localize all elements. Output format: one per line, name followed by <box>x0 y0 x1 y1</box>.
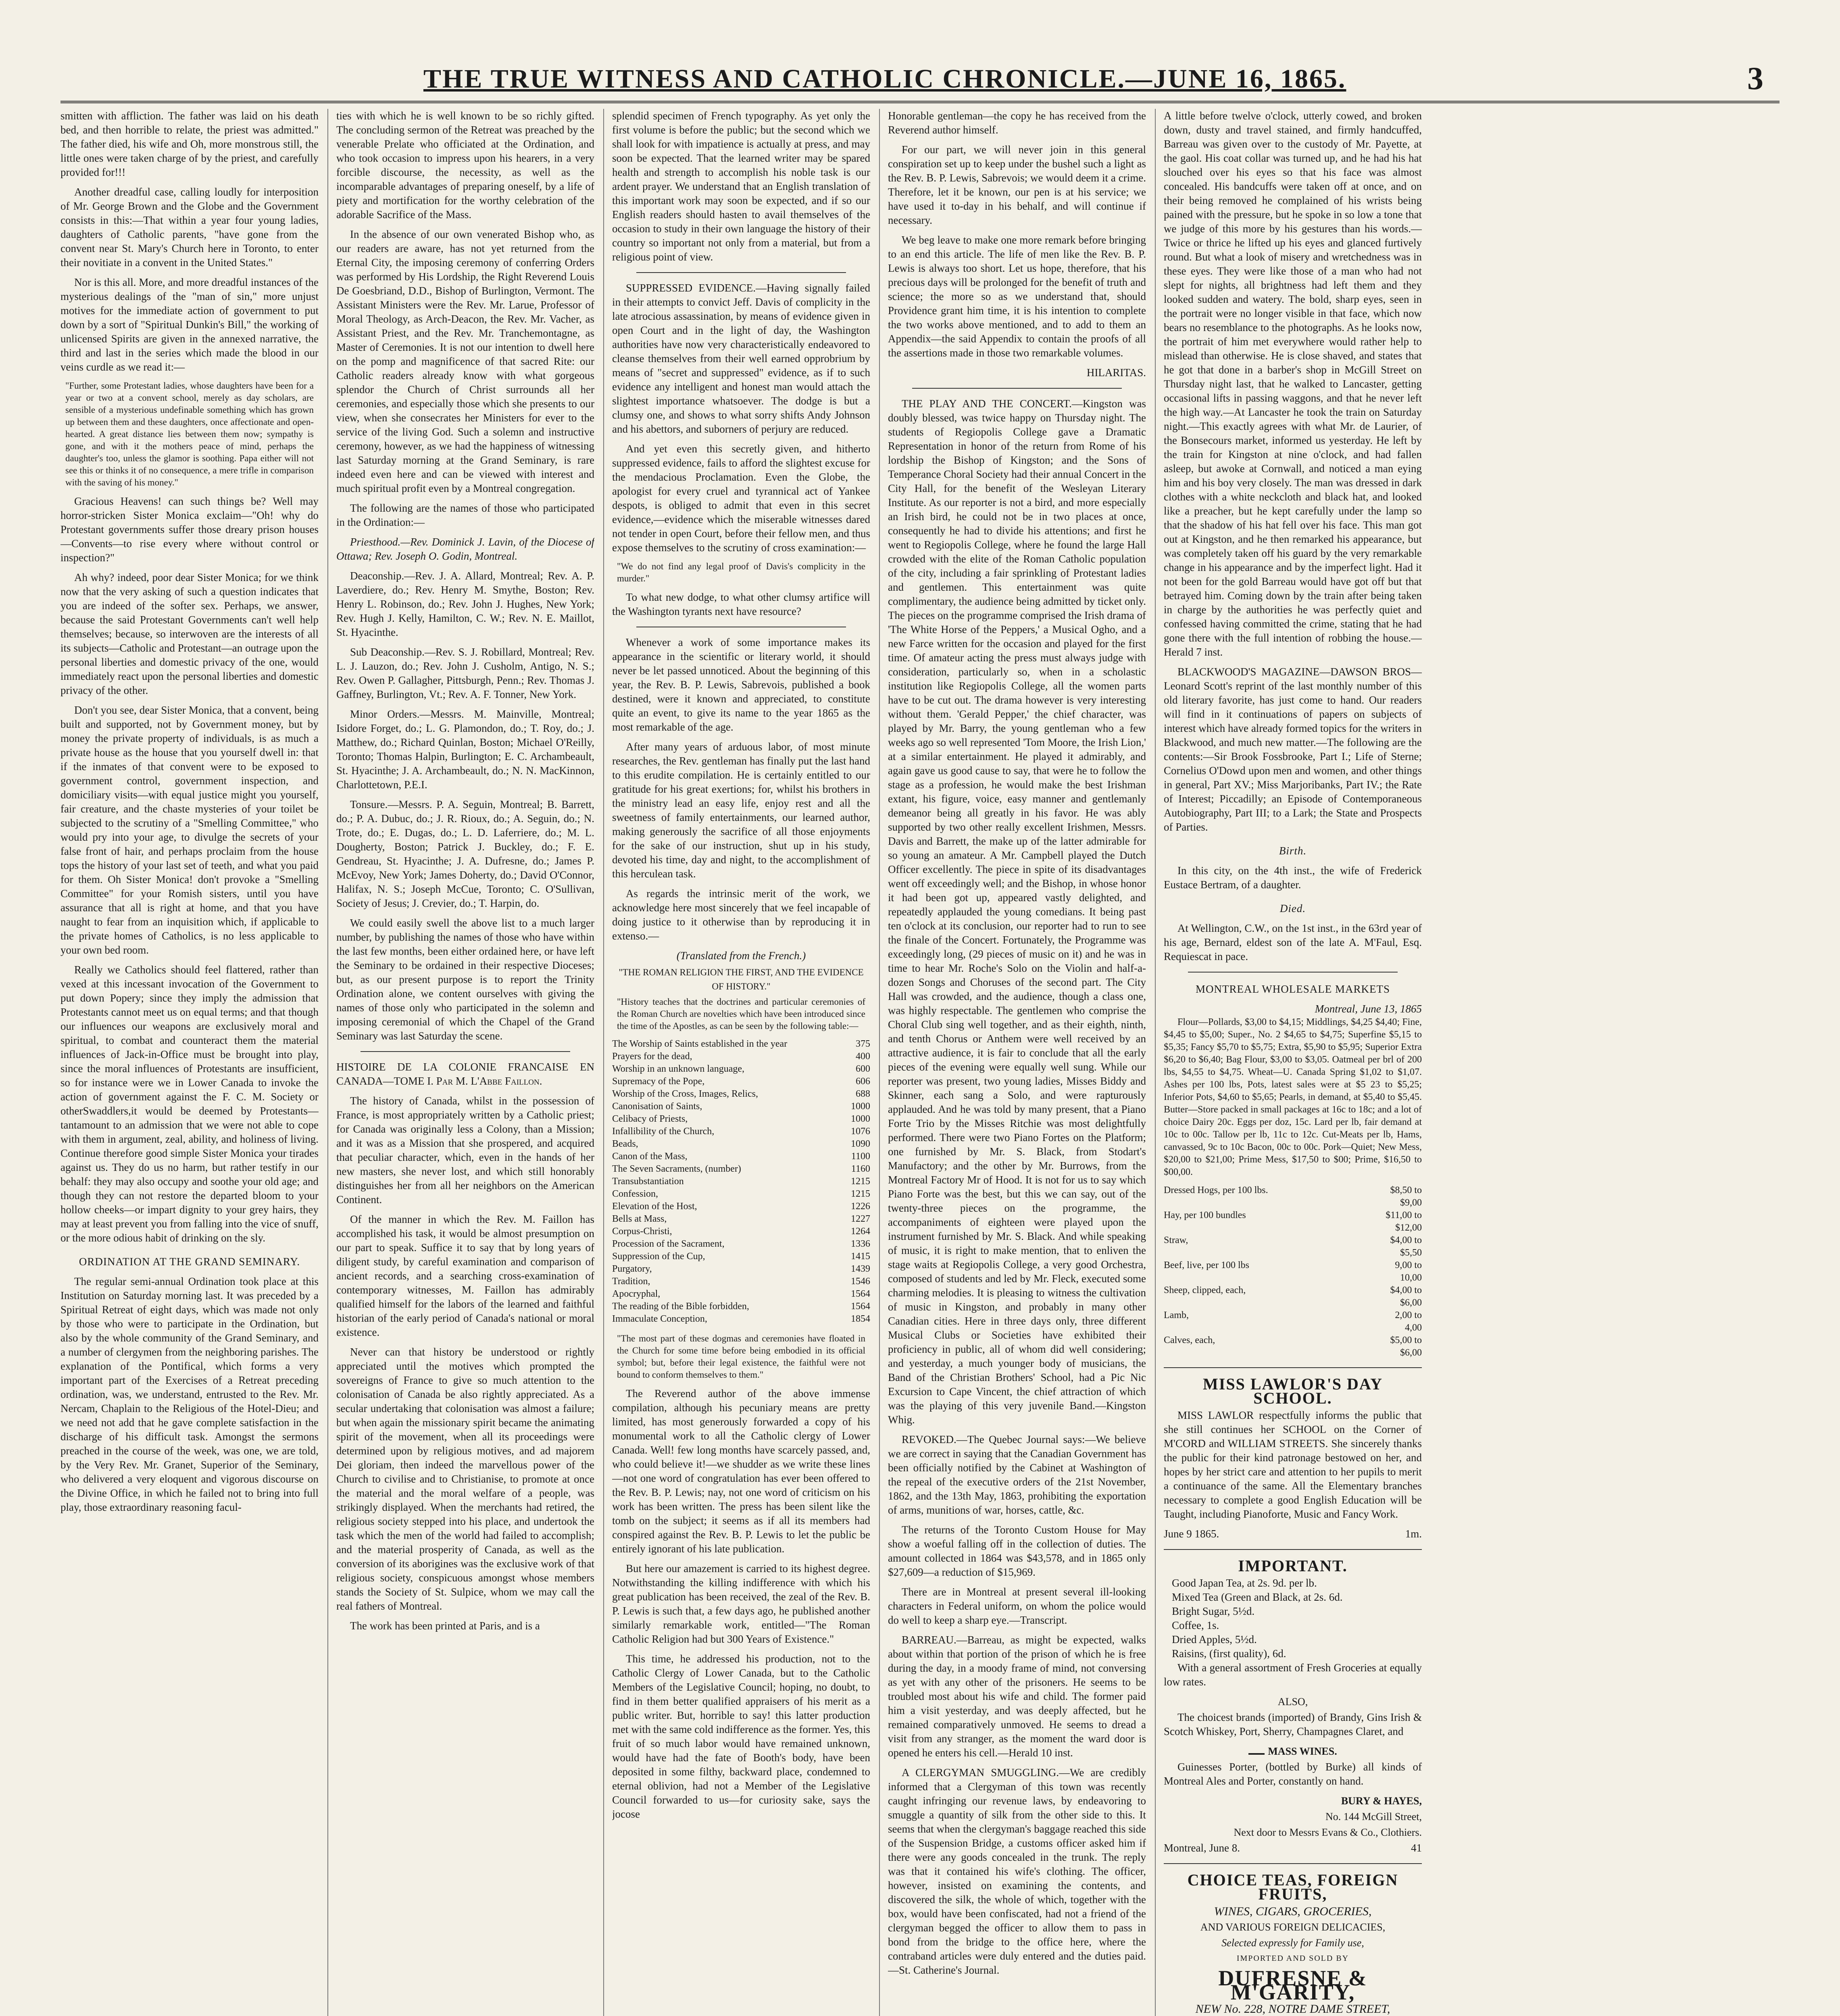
ad-signature: BURY & HAYES, <box>1341 1795 1422 1807</box>
table-row <box>612 1238 870 1250</box>
table-cell-label: Immaculate Conception, <box>612 1314 707 1324</box>
paragraph: The regular semi-annual Ordination took place at this Institution on Saturday morning last. It was preceded by a Spiritual Retreat of eight days, which was made not only by those who were to participate in the Ordination, but also by the whole community of the Grand Seminary, and a number of clergymen from the neighboring parishes. The explanation of the Pontifical, which forms a very important part of the Exercises of a Retreat preceding ordination, was, we understand, entrusted to the Rev. Mr. Nercam, Chaplain to the Religious of the Hotel-Dieu; and we need not add that he gave complete satisfaction in the discharge of his difficult task. Amongst the sermons preached in the course of the week, was one, we are told, by the Very Rev. Mr. Granet, Superior of the Seminary, who delivered a very eloquent and vigorous discourse on the Divine Office, in which he failed not to bring into full play, those extraordinary reasoning facul- <box>60 1275 319 1513</box>
table-row <box>612 1075 870 1088</box>
lawlor-ad <box>1164 1367 1422 1541</box>
table-cell-label: Suppression of the Cup, <box>612 1251 705 1262</box>
table-row <box>612 1263 870 1275</box>
ad-text: Guinesses Porter, (bottled by Burke) all kinds of Montreal Ales and Porter, constantly on hand. <box>1164 1761 1422 1787</box>
table-row <box>612 1250 870 1263</box>
ad-address: NEW No. 228, NOTRE DAME STREET, <box>1195 2002 1390 2016</box>
paragraph: BLACKWOOD'S MAGAZINE—DAWSON BROS—Leonard Scott's reprint of the last monthly number of this old literary favorite, has just come to hand. Our readers will find in it continuations of papers on subjects of interest which have already formed topics for the writers in Blackwood, and much new matter.—The following are the contents:—Sir Brook Fossbrooke, Part I.; Life of Sterne; Cornelius O'Dowd upon men and women, and other things in general, Part XV.; Miss Marjoribanks, Part IV.; the Rate of Interest; Piccadilly; an Episode of Contemporaneous Autobiography, Part III; to a Lark; the State and Prospects of Parties. <box>1164 666 1422 833</box>
death-notice: At Wellington, C.W., on the 1st inst., in the 63rd year of his age, Bernard, eldest son of the late A. M'Faul, Esq. Requiescat in pace. <box>1164 922 1422 962</box>
paragraph: Ah why? indeed, poor dear Sister Monica; for we think now that the very asking of such a question indicates that you are indeed of the softer sex. Perhaps, we answer, because the said Protestant Governments can't well help themselves; because, so interwoven are the interests of all its subjects—Catholic and Protestant—an outrage upon the personal liberties and domestic privacy of the one, would immediately react upon the personal liberties and domestic privacy of the other. <box>60 571 319 696</box>
table-cell-label: Elevation of the Host, <box>612 1201 697 1212</box>
markets-text: Flour—Pollards, $3,00 to $4,15; Middlings, $4,25 $4,40; Fine, $4,45 to $5,00; Super., No. 2 $4,65 to $4,75; Superfine $5,15 to $5,35; Fancy $5,70 to $5,75; Extra, $5,90 to $5,95; Superior Extra $6,20 to $6,40; Bag Flour, $3,00 to $3,05. Oatmeal per brl of 200 lbs, $4,55 to $4,75. Wheat—U. Canada Spring $1,02 to $1,07. Ashes per 100 lbs, Pots, latest sales were at $5 23 to $5,25; Inferior Pots, $4,60 to $5,65; Pearls, in demand, at $5,40 to $5,45. Butter—Store packed in small packages at 16c to 18c; and a lot of choice Dairy 20c. Eggs per doz, 15c. Lard per lb, fair demand at 10c to 00c. Tallow per lb, 11c to 12c. Cut-Meats per lb, Hams, canvassed, 9c to 10c Bacon, 00c to 00c. Pork—Quiet; New Mess, $20,00 to $21,00; Prime Mess, $17,50 to $00; Prime, $16,50 to $00,00. <box>1164 1017 1422 1177</box>
paragraph: ties with which he is well known to be so richly gifted. The concluding sermon of the Retreat was preached by the venerable Prelate who officiated at the Ordination, and who took occasion to impress upon his hearers, in a very forcible discourse, the necessity, as well as the incomparable advantages of preparing oneself, by a life of piety and mortification for the worthy celebration of the adorable Sacrifice of the Mass. <box>336 110 594 221</box>
column-rule <box>879 109 880 2016</box>
newspaper-title: THE TRUE WITNESS AND CATHOLIC CHRONICLE.—JUNE 16, 1865. <box>423 64 1346 94</box>
paragraph: Gracious Heavens! can such things be? Well may horror-stricken Sister Monica exclaim—"Oh! why do Protestant governments suffer those dreary prison houses—Convents—to rise every where without control or inspection?" <box>60 495 319 564</box>
paragraph: A CLERGYMAN SMUGGLING.—We are credibly informed that a Clergyman of this town was recently caught infringing our revenue laws, by endeavoring to smuggle a quantity of silk from the other side to this. It seems that when the clergyman's baggage reached this side of the Suspension Bridge, a customs officer asked him if there were any goods concealed in the trunk. The reply was that it contained his wife's clothing. The officer, however, insisted on examining the contents, and discovered the silk, the whole of which, together with the box, would have been confiscated, had not a friend of the clergyman begged the officer to allow them to pass in bond from the bridge to the office here, where the contraband articles were duly entered and the duties paid.—St. Catherine's Journal. <box>888 1766 1146 1976</box>
ad-date: June 9 1865. <box>1164 1528 1219 1540</box>
table-row <box>612 1113 870 1125</box>
table-row <box>1164 1284 1422 1309</box>
page-number: 3 <box>1747 61 1763 96</box>
ordination-list: Tonsure.—Messrs. P. A. Seguin, Montreal; B. Barrett, do.; P. A. Dubuc, do.; J. R. Rioux, do.; A. Seguin, do.; N. Trote, do.; E. Dugas, do.; L. D. Laferriere, do.; M. L. Dougherty, Boston; Patrick J. Buckley, do.; F. E. Gendreau, St. Hyacinthe; J. A. Dufresne, do.; James P. McEvoy, New York; James Doherty, do.; David O'Connor, Halifax, N. S.; Joseph McCue, Toronto; C. O'Sullivan, Society of Jesus; J. Crevier, do.; T. Harpin, do. <box>336 798 594 909</box>
table-cell-value: 1000 <box>851 1114 870 1124</box>
table-cell-value: 2,00 to 4,00 <box>1395 1310 1422 1333</box>
list-item: Raisins, (first quality), 6d. <box>1172 1647 1286 1660</box>
table-row <box>612 1200 870 1213</box>
table-cell-value: 1227 <box>851 1214 870 1224</box>
table-cell-value: 1160 <box>851 1164 870 1174</box>
table-row <box>612 1038 870 1050</box>
dufresne-name: DUFRESNE & M'GARITY, <box>1218 1966 1367 2004</box>
table-cell-value: $4,00 to $6,00 <box>1390 1285 1422 1308</box>
ad-subtitle: AND VARIOUS FOREIGN DELICACIES, <box>1200 1921 1386 1933</box>
paragraph: In the absence of our own venerated Bishop who, as our readers are aware, has not yet returned from the Eternal City, the imposing ceremony of conferring Orders was performed by His Lordship, the Right Reverend Louis De Goesbriand, D.D., Bishop of Burlington, Vermont. The Assistant Ministers were the Rev. Mr. Larue, Professor of Moral Theology, as Arch-Deacon, the Rev. Mr. Vacher, as Assistant Priest, and the Rev. Mr. Tranchemontagne, as Master of Ceremonies. It is not our intention to dwell here on the pomp and magnificence of that sacred Rite: our Catholic readers already know with what gorgeous splendor the Church of Christ surrounds all her ceremonies, and especially those which she presents to our view, when she consecrates her Ministers for ever to the service of the living God. Such a solemn and instructive ceremony, however, as we had the happiness of witnessing last Saturday morning at the Grand Seminary, is rare indeed even here and can be viewed with interest and much spiritual profit even by a Montreal congregation. <box>336 228 594 494</box>
table-cell-value: 1564 <box>851 1301 870 1312</box>
table-cell-value: 606 <box>856 1076 870 1087</box>
important-ad <box>1164 1549 1422 1855</box>
article-heading: ORDINATION AT THE GRAND SEMINARY. <box>79 1256 300 1268</box>
table-row <box>612 1313 870 1325</box>
ad-address: No. 144 McGill Street, <box>1325 1811 1422 1822</box>
table-row <box>612 1125 870 1138</box>
table-cell-label: Beads, <box>612 1139 638 1149</box>
paragraph: The returns of the Toronto Custom House for May show a woeful falling off in the collection of duties. The amount collected in 1864 was $43,578, and in 1865 only $27,609—a reduction of $15,969. <box>888 1524 1146 1578</box>
pointing-hand-icon <box>1248 1745 1265 1755</box>
ad-footer <box>1164 1841 1422 1855</box>
paragraph: Honorable gentleman—the copy he has received from the Reverend author himself. <box>888 110 1146 136</box>
paragraph: The history of Canada, whilst in the possession of France, is most appropriately written by a Catholic priest; for Canada was originally less a Colony, than a Mission; and it was as a Mission that she prospered, and acquired that peculiar character, which, even in the hands of her new masters, she never lost, and which still honorably distinguishes her from all her neighbors on the American Continent. <box>336 1095 594 1206</box>
table-cell-value: 375 <box>856 1039 870 1049</box>
paragraph: After many years of arduous labor, of most minute researches, the Rev. gentleman has finally put the last hand to this erudite compilation. He is certainly entitled to our gratitude for his great exertions; for, whilst his brothers in the ministry lead an easy life, enjoy rest and all the sweetness of family entertainments, our learned author, making generously the sacrifice of all those enjoyments for the sake of our instruction, shut up in his study, devoted his time, day and night, to the accomplishment of this herculean task. <box>612 741 870 880</box>
masthead <box>60 56 1780 103</box>
table-row <box>1164 1184 1422 1209</box>
table-cell-value: 1854 <box>851 1314 870 1324</box>
table-row <box>612 1213 870 1225</box>
table-row <box>612 1138 870 1150</box>
ad-also: ALSO, <box>1277 1696 1308 1708</box>
paragraph: Another dreadful case, calling loudly for interposition of Mr. George Brown and the Globe and the Government consists in this:—That within a year four young ladies, daughters of Catholic parents, "have gone from the convent near St. Mary's Church here in Toronto, to enter their novitiate in a convent in the United States." <box>60 186 319 269</box>
paragraph: The Reverend author of the above immense compilation, although his pecuniary means are pretty limited, has most generously forwarded a copy of his monumental work to all the Catholic clergy of Lower Canada. Well! few long months have scarcely passed, and, who could believe it!—we shudder as we write these lines—not one word of congratulation has ever been offered to the Rev. B. P. Lewis; nay, not one word of criticism on his work has been written. The press has been silent like the tomb on the subject; it seems as if all its members had conspired against the Rev. B. P. Lewis to let the public be entirely ignorant of his late publication. <box>612 1387 870 1555</box>
table-cell-value: 1439 <box>851 1264 870 1274</box>
ad-address: Next door to Messrs Evans & Co., Clothiers. <box>1234 1826 1422 1838</box>
ad-code: 41 <box>1411 1842 1422 1854</box>
paragraph: Really we Catholics should feel flattered, rather than vexed at this incessant invocation of the Government to put down Popery; since they imply the admission that Protestants cannot meet us on equal terms; and that though our influences our weapons are exclusively moral and spiritual, to combat and counteract them the material influences of Jack-in-Office must be brought into play, since the moral influences of Protestants are insufficient, so for instance were we in Lower Canada to invoke the action of government against the F. C. M. Society or otherSwaddlers,it would be deemed by Protestants—tantamount to an admission that we were not able to cope with them in argument, zeal, ability, and holiness of living. Continue therefore good simple Sister Monica your tirades against us. They do us no harm, but rather testify in our behalf: they may also occupy and soothe your old age; and though they can not restore the departed bloom to your hollow cheeks—or impart dignity to your grey hairs, they may at least prevent you from falling into the vice of snuff, or the more odious habit of drinking on the sly. <box>60 964 319 1244</box>
list-item: Good Japan Tea, at 2s. 9d. per lb. <box>1172 1577 1317 1589</box>
paragraph: REVOKED.—The Quebec Journal says:—We believe we are correct in saying that the Canadian Government has been officially notified by the Cabinet at Washington of the repeal of the executive orders of the 21st November, 1862, and the 13th May, 1863, prohibiting the exportation of arms, munitions of war, horses, cattle, &c. <box>888 1433 1146 1516</box>
table-row <box>612 1288 870 1300</box>
ordination-list: Deaconship.—Rev. J. A. Allard, Montreal; Rev. A. P. Laverdiere, do.; Rev. Henry M. Smythe, Boston; Rev. Henry L. Robinson, do.; Rev. John J. Hughes, New York; Rev. Hugh J. Kelly, Hamilton, C. W.; Rev. N. E. Maillot, St. Hyacinthe. <box>336 570 594 638</box>
table-row <box>1164 1334 1422 1359</box>
table-cell-value: 1546 <box>851 1276 870 1287</box>
column-4 <box>888 109 1146 2016</box>
table-cell-label: Worship in an unknown language, <box>612 1064 745 1074</box>
table-cell-label: The Seven Sacraments, (number) <box>612 1164 741 1174</box>
paragraph: Of the manner in which the Rev. M. Faillon has accomplished his task, it would be almost presumption on our part to speak. Suffice it to say that by long years of diligent study, by careful examination and comparison of ancient records, and a searching cross-examination of contemporary witnesses, M. Faillon has admirably qualified himself for the labors of the learned and faithful historian of the early period of Canada's national or moral existence. <box>336 1213 594 1338</box>
table-row <box>612 1188 870 1200</box>
table-cell-value: 1090 <box>851 1139 870 1149</box>
paragraph: splendid specimen of French typography. As yet only the first volume is before the public; but the second which we shall look for with impatience is actually at press, and may soon be expected. That the learned writer may be spared health and strength to accomplish his noble task is our ardent prayer. We understand that an English translation of this important work may soon be expected, and if so our English readers should hasten to avail themselves of the occasion to study in their own language the history of their country so important not only from a material, but from a religious point of view. <box>612 110 870 263</box>
table-row <box>612 1225 870 1238</box>
table-row <box>1164 1309 1422 1334</box>
table-row <box>1164 1259 1422 1284</box>
table-cell-value: 1215 <box>851 1189 870 1199</box>
dufresne-ad <box>1164 1863 1422 2016</box>
paragraph: Nor is this all. More, and more dreadful instances of the mysterious dealings of the "man of sin," more unjust motives for the immediate action of government to put down by a sort of "Spiritual Dunkin's Bill," the working of unlicensed Spirits are given in the annexed narrative, the third and last in the series which made the blood in our veins curdle as we read it:— <box>60 276 319 373</box>
doctrine-table <box>612 1038 870 1325</box>
column-rule <box>1155 109 1156 2016</box>
signature: HILARITAS. <box>1086 367 1146 379</box>
quote: "We do not find any legal proof of Davis's complicity in the murder." <box>617 561 865 583</box>
translation-note: (Translated from the French.) <box>676 950 806 962</box>
table-row <box>612 1300 870 1313</box>
table-cell-label: Beef, live, per 100 lbs <box>1164 1260 1249 1270</box>
column-5 <box>1164 109 1422 2016</box>
table-cell-value: 1100 <box>851 1151 870 1162</box>
quote: "The most part of these dogmas and ceremonies have floated in the Church for some time before being embodied in its official symbol; but, before their legal existence, the faithful were not bound to conform themselves to them." <box>617 1333 865 1380</box>
table-cell-value: 1215 <box>851 1176 870 1187</box>
paragraph: This time, he addressed his production, not to the Catholic Clergy of Lower Canada, but to the Catholic Members of the Legislative Council; hoping, no doubt, to find in them better qualified appraisers of his merit as a public writer. But, horrible to say! this latter production met with the same cold indifference as the former. Yes, this fruit of so much labor would have remained unknown, would have had the fate of Booth's body, have been deposited in some filthy, backward place, condemned to eternal oblivion, had not a Member of the Legislative Council forwarded to us—for curiosity sake, says the jocose <box>612 1653 870 1820</box>
table-cell-label: The Worship of Saints established in the year <box>612 1039 788 1049</box>
ad-text: MISS LAWLOR respectfully informs the public that she still continues her SCHOOL on the Corner of M'CORD and WILLIAM STREETS. She sincerely thanks the public for their kind patronage bestowed on her, and hopes by her strict care and attention to her pupils to merit a continuance of the same. All the Elementary branches necessary to complete a good English Education will be Taught, including Pianoforte, Music and Fancy Work. <box>1164 1409 1422 1520</box>
markets-heading: MONTREAL WHOLESALE MARKETS <box>1196 983 1390 995</box>
paragraph: But here our amazement is carried to its highest degree. Notwithstanding the killing indifference with which his great publication has been received, the zeal of the Rev. B. P. Lewis is such that, a few days ago, he published another similarly remarkable work, entitled—"The Roman Catholic Religion had but 300 Years of Existence." <box>612 1562 870 1645</box>
table-cell-value: $11,00 to $12,00 <box>1386 1210 1422 1233</box>
paragraph: There are in Montreal at present several ill-looking characters in Federal uniform, on whom the police would do well to keep a sharp eye.—Transcript. <box>888 1586 1146 1626</box>
markets-date: Montreal, June 13, 1865 <box>1315 1003 1422 1015</box>
table-row <box>612 1163 870 1175</box>
list-item: Dried Apples, 5½d. <box>1172 1633 1257 1645</box>
paragraph: We could easily swell the above list to a much larger number, by publishing the names of those who have within the last few months, been either ordained here, or have left the Seminary to be ordained in their respective Dioceses; but, as our present purpose is to report the Trinity Ordination alone, we content ourselves with giving the names of those only who participated in the solemn and imposing ceremonial of which the Chapel of the Grand Seminary was last Saturday the scene. <box>336 917 594 1042</box>
table-cell-value: 1226 <box>851 1201 870 1212</box>
list-item: Bright Sugar, 5½d. <box>1172 1605 1255 1617</box>
table-row <box>1164 1209 1422 1234</box>
table-cell-value: 688 <box>856 1089 870 1099</box>
list-item: Coffee, 1s. <box>1172 1619 1219 1631</box>
table-cell-value: 9,00 to 10,00 <box>1395 1260 1422 1283</box>
ad-code: 1m. <box>1405 1528 1422 1540</box>
column-rule <box>603 109 604 2016</box>
table-cell-label: Confession, <box>612 1189 658 1199</box>
column-1 <box>60 109 319 2016</box>
table-cell-label: Apocryphal, <box>612 1289 661 1299</box>
table-cell-label: Tradition, <box>612 1276 650 1287</box>
paragraph: Whenever a work of some importance makes its appearance in the scientific or literary world, it should never be let passed unnoticed. About the beginning of this year, the Rev. B. P. Lewis, Sabrevois, published a book destined, were it known and appreciated, to constitute quite an event, to give its name to the year 1865 as the most remarkable of the age. <box>612 636 870 733</box>
paragraph: To what new dodge, to what other clumsy artifice will the Washington tyrants next have resource? <box>612 591 870 617</box>
paragraph: As regards the intrinsic merit of the work, we acknowledge here most sincerely that we feel incapable of doing justice to it otherwise than by reproducing it in extenso.— <box>612 887 870 942</box>
table-cell-label: Prayers for the dead, <box>612 1051 692 1062</box>
table-cell-label: Lamb, <box>1164 1310 1189 1320</box>
ad-text: The choicest brands (imported) of Brandy, Gins Irish & Scotch Whiskey, Port, Sherry, Champagnes Claret, and <box>1164 1711 1422 1737</box>
price-table <box>1164 1184 1422 1359</box>
died-heading: Died. <box>1279 902 1306 914</box>
article-heading: HISTOIRE DE LA COLONIE FRANCAISE EN CANADA—TOME I. Par M. L'Abbe Faillon. <box>336 1061 594 1087</box>
table-cell-value: 1076 <box>851 1126 870 1137</box>
table-cell-value: 1000 <box>851 1101 870 1112</box>
ad-date: Montreal, June 8. <box>1164 1842 1240 1854</box>
list-item: Mixed Tea (Green and Black, at 2s. 6d. <box>1172 1591 1343 1603</box>
ad-subtitle: WINES, CIGARS, GROCERIES, <box>1214 1905 1372 1918</box>
table-cell-label: Calves, each, <box>1164 1335 1215 1345</box>
table-cell-value: 1415 <box>851 1251 870 1262</box>
paragraph: A little before twelve o'clock, utterly cowed, and broken down, dusty and travel stained, and firmly handcuffed, Barreau was given over to the custody of Mr. Payette, at the gaol. His coat collar was turned up, and he had his hat slouched over his eyes so that his face was almost concealed. His bandcuffs were taken off at once, and on their being removed he complained of his wrists being pained with the pressure, but he spoke in so low a tone that we judge of this more by his gestures than his words.—Twice or thrice he lifted up his eyes and glanced furtively round. But what a look of misery and wretchedness was in these eyes. They were like those of a man who had not slept for nights, all brightness had left them and they looked sudden and watery. The bold, sharp eyes, seen in the portrait were no longer visible in that face, which now bears no resemblance to the photographs. As he looks now, the portrait of him met everywhere would rather help to mislead than otherwise. He is close shaved, and states that he got that done in a barber's shop in McGill Street on Thursday night last, that he walked to Lancaster, getting occasional lifts in passing waggons, and that he never left the high way.—At Lancaster he took the train on Saturday night.—This exactly agrees with what Mr. de Laurier, of the Bonsecours market, informed us yesterday. He left by the train for Kingston at nine o'clock, and had fallen asleep, but awoke at Cornwall, and noticed a man eying him and his boy very closely. The man was dressed in dark clothes with a white neckcloth and black hat, and looked like a preacher, but he kept carefully under the lamp so that the shadow of his hat fell over his face. This man got out at Kingston, and he then remarked his appearance, but was completely taken off his guard by the very remarkable change in his appearance and by the imperfect light. Had it not been for the gold Barreau would have got off but that betrayed him. Coming down by the train after being taken in charge by the authorities he was perfectly quiet and confessed having committed the crime, stating that he had gone there with the full intention of robbing the house.—Herald 7 inst. <box>1164 110 1422 658</box>
book-title: "THE ROMAN RELIGION THE FIRST, AND THE EVIDENCE OF HISTORY." <box>619 967 864 991</box>
table-cell-value: $5,00 to $6,00 <box>1390 1335 1422 1358</box>
table-cell-value: $8,50 to $9,00 <box>1390 1185 1422 1208</box>
ad-footer <box>1164 1527 1422 1541</box>
ordination-list: Priesthood.—Rev. Dominick J. Lavin, of the Diocese of Ottawa; Rev. Joseph O. Godin, Montreal. <box>336 536 594 562</box>
birth-notice: In this city, on the 4th inst., the wife of Frederick Eustace Bertram, of a daughter. <box>1164 864 1422 891</box>
table-cell-label: Supremacy of the Pope, <box>612 1076 705 1087</box>
table-cell-label: Straw, <box>1164 1235 1188 1245</box>
paragraph: BARREAU.—Barreau, as might be expected, walks about within that portion of the prison of which he is free during the day, in a moody frame of mind, not conversing as yet with any other of the prisoners. He seems to be troubled most about his wife and child. The former paid him a visit yesterday, and was deeply affected, but he remained comparatively unmoved. He seems to dread a visit from any stranger, as the moment the ward door is opened he enters his cell.—Herald 10 inst. <box>888 1634 1146 1759</box>
paragraph: The work has been printed at Paris, and is a <box>350 1620 540 1632</box>
quote: "History teaches that the doctrines and particular ceremonies of the Roman Church are novelties which have been introduced since the time of the Apostles, as can be seen by the following table:— <box>617 997 865 1031</box>
table-cell-label: Corpus-Christi, <box>612 1226 672 1237</box>
column-rule <box>327 109 328 2016</box>
grocery-list <box>1164 1576 1422 1661</box>
divider <box>912 388 1122 389</box>
ordination-list: Minor Orders.—Messrs. M. Mainville, Montreal; Isidore Forget, do.; L. G. Plamondon, do.; T. Roy, do.; J. Matthew, do.; Richard Quinlan, Boston; Michael O'Reilly, Toronto; Thomas Halpin, Burlington; E. C. Archambeault, St. Hyacinthe; J. A. Archambeault, do.; N. N. MacKinnon, Charlottetown, P.E.I. <box>336 708 594 791</box>
column-2 <box>336 109 594 2016</box>
table-cell-label: Canonisation of Saints, <box>612 1101 702 1112</box>
paragraph: Don't you see, dear Sister Monica, that a convent, being built and supported, not by Government money, but by money the private property of individuals, is as much a private house as the house that you yourself dwell in: that if the inmates of that convent were to be exposed to government control, government inspection, and domiciliary visits—with equal justice might you yourself, fair creature, and the chaste mysteries of your toilet be subjected to the scrutiny of a "Smelling Committee," who would pry into your age, to divulge the secrets of your false front of hair, and perhaps proclaim from the house tops the history of your last set of teeth, and what you paid for them. Oh Sister Monica! don't provoke a "Smelling Committee" for your Romish sisters, until you have assurance that all is right at home, and that you have naught to fear from an inquisition which, if applicable to the private homes of Catholics, is no less applicable to your own bed room. <box>60 704 319 956</box>
ad-title: MISS LAWLOR'S DAY SCHOOL. <box>1203 1375 1383 1407</box>
paragraph: smitten with affliction. The father was laid on his death bed, and then horrible to relate, the priest was admitted." The father died, his wife and Oh, more monstrous still, the little ones were taken charge of by the priest, and carefully provided for!!! <box>60 110 319 178</box>
table-cell-value: $4,00 to $5,50 <box>1390 1235 1422 1258</box>
table-cell-value: 600 <box>856 1064 870 1074</box>
table-row <box>612 1175 870 1188</box>
table-cell-label: Worship of the Cross, Images, Relics, <box>612 1089 759 1099</box>
ad-title: CHOICE TEAS, FOREIGN FRUITS, <box>1187 1871 1398 1903</box>
paragraph: And yet even this secretly given, and hitherto suppressed evidence, fails to afford the slightest excuse for the mendacious Proclamation. Even the Globe, the apologist for every cruel and tyrannical act of Yankee despots, is obliged to admit that even in this secret evidence,—evidence which the miserable witnesses dared not tender in open Court, before their fellow men, and thus expose themselves to the scrutiny of cross examination:— <box>612 443 870 554</box>
ad-text: With a general assortment of Fresh Groceries at equally low rates. <box>1164 1662 1422 1688</box>
table-row <box>612 1050 870 1063</box>
table-cell-label: Transubstantiation <box>612 1176 684 1187</box>
column-3 <box>612 109 870 2016</box>
table-cell-label: Purgatory, <box>612 1264 652 1274</box>
table-cell-label: Procession of the Sacrament, <box>612 1239 725 1249</box>
table-cell-value: 1264 <box>851 1226 870 1237</box>
table-row <box>612 1100 870 1113</box>
paragraph: We beg leave to make one more remark before bringing to an end this article. The life of men like the Rev. B. P. Lewis is always too short. Let us hope, therefore, that his precious days will be prolonged for the benefit of truth and science; the more so as we understand that, should Providence grant him time, it is his intention to complete the two works above mentioned, and to add to them an Appendix—the said Appendix to contain the proofs of all the assertions made in those two remarkable volumes. <box>888 234 1146 359</box>
table-cell-label: Bells at Mass, <box>612 1214 667 1224</box>
table-cell-label: Dressed Hogs, per 100 lbs. <box>1164 1185 1268 1195</box>
quote: "Further, some Protestant ladies, whose daughters have been for a year or two at a convent school, merely as day scholars, are sensible of a mysterious undefinable something which has grown up between them and these daughters, once affectionate and open-hearted. A great distance lies between them now; sympathy is gone, and with it the mothers peace of mind, perhaps the daughter's too, unless the glamor is soothing. Papa either will not see this or thinks it of no consequence, a mere trifle in comparison with the saving of his money." <box>65 381 314 487</box>
paragraph: For our part, we will never join in this general conspiration set up to keep under the bushel such a light as the Rev. B. P. Lewis, Sabrevois; we would deem it a crime. Therefore, let it be known, our pen is at his service; we have used it to-day in his behalf, and will continue if necessary. <box>888 144 1146 226</box>
ad-line: IMPORTED AND SOLD BY <box>1236 1954 1349 1963</box>
table-cell-label: The reading of the Bible forbidden, <box>612 1301 749 1312</box>
table-cell-label: Hay, per 100 bundles <box>1164 1210 1246 1220</box>
paragraph: SUPPRESSED EVIDENCE.—Having signally failed in their attempts to convict Jeff. Davis of complicity in the late atrocious assassination, by means of evidence given in open Court and in the light of day, the Washington authorities have now very characteristically endeavored to cleanse themselves from their well earned opprobrium by means of "secret and suppressed" evidence, as if to such evidence any intelligent and honest man would attach the slightest importance whatsoever. The dodge is but a clumsy one, and shows to what sorry shifts Andy Johnson and his abettors, and suborners of perjury are reduced. <box>612 282 870 435</box>
ordination-list: Sub Deaconship.—Rev. S. J. Robillard, Montreal; Rev. L. J. Lauzon, do.; Rev. John J. Cusholm, Antigo, N. S.; Rev. Owen P. Gallagher, Pittsburgh, Penn.; Rev. Thomas J. Gaffney, Burlington, Vt.; Rev. A. F. Tonner, New York. <box>336 646 594 700</box>
table-row <box>612 1088 870 1100</box>
table-row <box>612 1063 870 1075</box>
table-cell-label: Infallibility of the Church, <box>612 1126 715 1137</box>
table-row <box>612 1150 870 1163</box>
divider <box>636 272 846 273</box>
table-row <box>612 1275 870 1288</box>
table-cell-value: 1564 <box>851 1289 870 1299</box>
paragraph: The following are the names of those who participated in the Ordination:— <box>336 502 594 528</box>
table-cell-value: 400 <box>856 1051 870 1062</box>
ad-line: Selected expressly for Family use, <box>1221 1937 1364 1949</box>
table-row <box>1164 1234 1422 1259</box>
birth-heading: Birth. <box>1279 845 1307 857</box>
divider <box>1188 972 1398 973</box>
paragraph: Never can that history be understood or rightly appreciated until the motives which prompted the sovereigns of France to give so much attention to the colonisation of Canada be also rightly appreciated. As a secular undertaking that colonisation was almost a failure; but when again the missionary spirit became the animating spirit of the movement, when all its proceedings were determined upon by religious motives, and ad majorem Dei gloriam, then indeed the marvellous power of the Church to civilise and to Christianise, to promote at once the material and the moral welfare of a people, was strikingly displayed. When the merchants had retired, the religious society stepped into his place, and undertook the task which the men of the world had failed to accomplish; and the material prosperity of Canada, as well as the conversion of its aborigines was the exclusive work of that religious society, conspicuous amongst whose members stands the Society of St. Sulpice, whom we may call the real fathers of Montreal. <box>336 1346 594 1612</box>
table-cell-value: 1336 <box>851 1239 870 1249</box>
mass-wines: MASS WINES. <box>1164 1744 1422 1758</box>
table-cell-label: Sheep, clipped, each, <box>1164 1285 1246 1295</box>
divider <box>360 1051 570 1052</box>
table-cell-label: Celibacy of Priests, <box>612 1114 688 1124</box>
ad-title: IMPORTANT. <box>1238 1557 1348 1575</box>
table-cell-label: Canon of the Mass, <box>612 1151 688 1162</box>
paragraph: THE PLAY AND THE CONCERT.—Kingston was doubly blessed, was twice happy on Thursday night. The students of Regiopolis College gave a Dramatic Representation in honor of the return from Rome of his lordship the Bishop of Kingston; and the Sons of Temperance Choral Society had their annual Concert in the City Hall, for the benefit of the Wesleyan Literary Institute. As our reporter is not a bird, and more especially an Irish bird, he could not be in two places at once, consequently he had to divide his attentions; and first he went to Regiopolis College, where he found the large Hall crowded with the elite of the Roman Catholic population of the city, including a fair sprinkling of Protestant ladies and gentlemen. This entertainment was quite complimentary, the audience being admitted by ticket only. The pieces on the programme comprised the Irish drama of 'The White Horse of the Peppers,' a Musical Ogho, and a new Farce written for the occasion and played for the first time. Of amateur acting the press must always judge with consideration, particularly so, when in a scholastic institution like Regiopolis College, all the women parts have to be cut out. The drama however is very interesting without them. 'Gerald Pepper,' the chief character, was played by Mr. Barry, the young gentleman who a few weeks ago so well represented 'Tom Moore, the Irish Lion,' at a similar entertainment. He played it admirably, and again gave us good cause to say, that were he to follow the stage as a profession, he would make the best Irishman extant, his figure, voice, easy manner and gentlemanly demeanor being all greatly in his favor. He was ably supported by two other really excellent Irishmen, Messrs. Davis and Barrett, the make up of the latter admirable for so young an amateur. A Mr. Campbell played the Dutch Officer excellently. The piece in spite of its disadvantages went off exceedingly well; and the Bishop, in whose honor it had been got up, appeared vastly delighted, and repeatedly applauded the young comedians. It being past ten o'clock at its conclusion, our reporter had to run to see the finale of the Concert. Fortunately, the Programme was exceedingly long, (29 pieces of music on it) and he was in time to hear Mr. Roche's Solo on the Violin and half-a-dozen Songs and Choruses of the second part. The City Hall was crowded, and the audience, though a class one, was highly respectable. The gentlemen who comprise the Choral Club sing well together, and as their eighth, ninth, and tenth Chorus or Anthem were well received by an attractive audience, it is fair to conclude that all the early pieces of the evening were equally well sung. While our reporter was present, two young ladies, Misses Biddy and Skinner, each sang a Solo, and were rapturously applauded. And he was told by many present, that a Piano Forte Trio by the Misses Ritchie was most delightfully performed. There were two Piano Fortes on the Platform; one furnished by Mr. S. Black, from Stodart's Manufactory; and the other by Mr. Burrows, from the Montreal Factory Mr of Hood. It is not for us to say which Piano Forte was the best, but this we can say, out of the twenty-three pieces on the programme, the accompaniments of eighteen were played upon the instrument furnished by Mr. S. Black. And while speaking of music, it is right to make mention, that to enliven the stage waits at Regiopolis College, a very good Orchestra, composed of students and led by Mr. Fleck, executed some charming melodies. It is pleasing to witness the cultivation of music in Kingston, and probably in many other Canadian cities. Here in three days only, three different Musical Clubs or Societies have exhibited their proficiency in public, all of whom did well considering; and yesterday, a much younger body of musicians, the Band of the Christian Brothers' School, had a Pic Nic Excursion to Cape Vincent, the chief attraction of which was the playing of this very juvenile Band.—Kingston Whig. <box>888 398 1146 1426</box>
